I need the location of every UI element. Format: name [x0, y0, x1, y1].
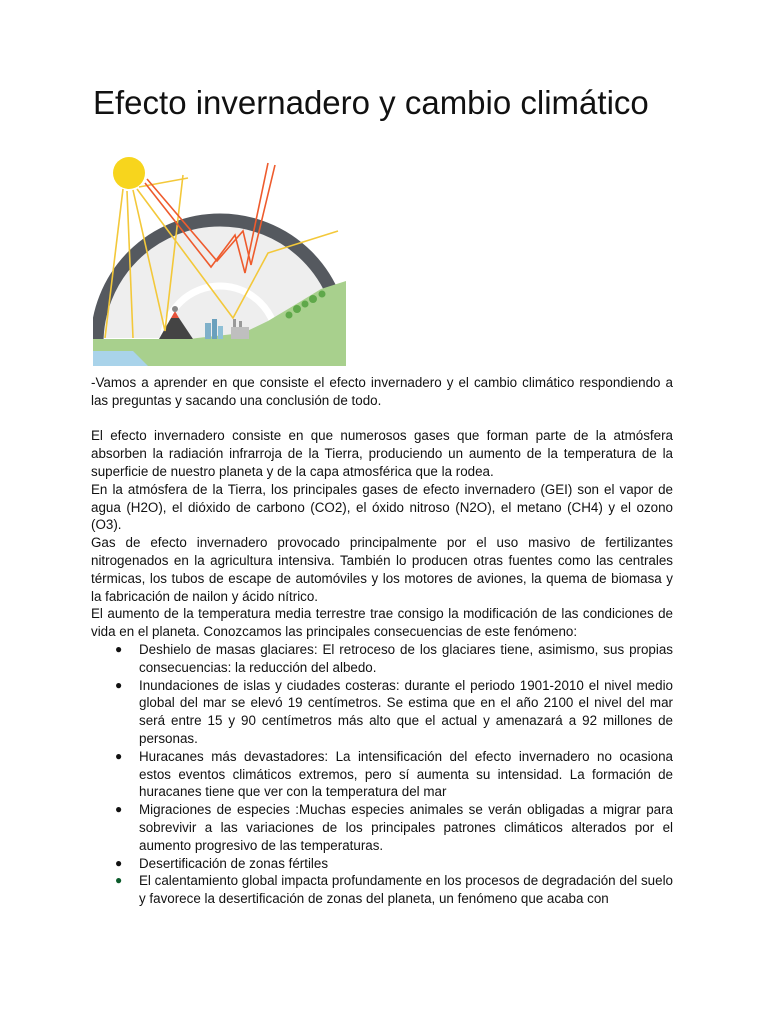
- document-title: Efecto invernadero y cambio climático: [93, 84, 649, 121]
- paragraph-gas-sources: Gas de efecto invernadero provocado principalmente por el uso masivo de fertilizantes nitrogenados en la agricultura intensiva. También lo producen otras fuentes como las centrales térmicas, los tubos de escape de automóviles y los motores de aviones, la quema de biomasa y la fabricación de nailon y ácido nítrico.: [91, 535, 673, 604]
- bullet-icon: ●: [115, 748, 123, 763]
- list-item: ● Migraciones de especies :Muchas especies animales se verán obligadas a migrar para sobrevivir a las variaciones de los principales patrones climáticos alterados por el aumento progresivo de las temperaturas.: [115, 802, 673, 853]
- paragraph-consequences-intro: El aumento de la temperatura media terrestre trae consigo la modificación de las condiciones de vida en el planeta. Conozcamos las principales consecuencias de este fenómeno:: [91, 606, 673, 640]
- greenhouse-effect-illustration: [93, 143, 346, 366]
- bullet-icon: ●: [115, 855, 123, 870]
- consequences-list: [91, 641, 673, 908]
- paragraph-main-gases: En la atmósfera de la Tierra, los principales gases de efecto invernadero (GEI) son el vapor de agua (H2O), el dióxido de carbono (CO2), el óxido nitroso (N2O), el metano (CH4) y el ozono (O3).: [91, 481, 673, 533]
- bullet-icon: ●: [115, 802, 123, 817]
- paragraph-greenhouse-definition: El efecto invernadero consiste en que numerosos gases que forman parte de la atmósfera absorben la radiación infrarroja de la Tierra, produciendo un aumento de la temperatura de la superficie de nuestro planeta y de la capa atmosférica que la rodea.: [91, 428, 673, 479]
- sun-icon: [113, 157, 145, 189]
- bullet-icon: ●: [115, 641, 123, 656]
- intro-paragraph: -Vamos a aprender en que consiste el efecto invernadero y el cambio climático respondiendo a las preguntas y sacando una conclusión de todo.: [91, 375, 673, 408]
- document-body: [91, 374, 673, 908]
- list-item: ● Huracanes más devastadores: La intensificación del efecto invernadero no ocasiona estos eventos climáticos extremos, pero sí aumenta su intensidad. La formación de huracanes tiene que ver con la temperatura del mar: [115, 748, 673, 800]
- list-item: ● Desertificación de zonas fértiles: [115, 855, 329, 871]
- bullet-icon: ●: [115, 873, 123, 888]
- list-item: ● Inundaciones de islas y ciudades costeras: durante el periodo 1901-2010 el nivel medio global del mar se elevó 19 centímetros. Se estima que en el año 2100 el nivel del mar será entre 15 y 90 centímetros más alto que el actual y amenazará a 92 millones de personas.: [115, 677, 673, 746]
- bullet-icon: ●: [115, 677, 123, 692]
- list-item: ● Deshielo de masas glaciares: El retroceso de los glaciares tiene, asimismo, sus propias consecuencias: la reducción del albedo.: [115, 641, 673, 675]
- list-item: ● El calentamiento global impacta profundamente en los procesos de degradación del suelo y favorece la desertificación de zonas del planeta, un fenómeno que acaba con: [115, 873, 673, 907]
